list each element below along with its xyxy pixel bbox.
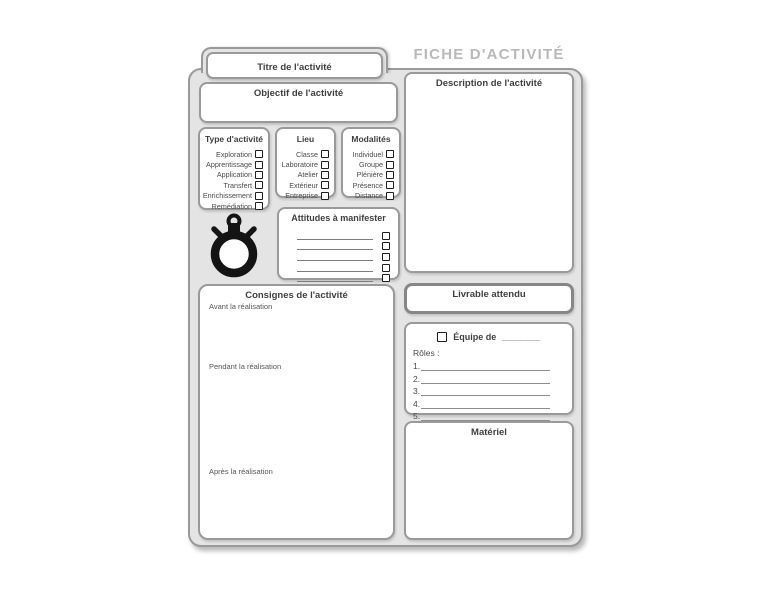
materials-title: Matériel	[471, 427, 507, 438]
activity-type-item	[200, 149, 268, 159]
checkbox[interactable]	[386, 192, 394, 200]
activity-type-title: Type d'activité	[204, 134, 264, 144]
activity-type-item	[200, 191, 268, 201]
attitude-row	[279, 229, 398, 240]
role-row	[413, 409, 550, 421]
role-number: 4.	[413, 398, 421, 409]
checkbox[interactable]	[386, 161, 394, 169]
objective-title: Objectif de l'activité	[253, 88, 344, 99]
role-number: 2.	[413, 373, 421, 384]
item-label: Extérieur	[289, 180, 318, 190]
attitude-row	[279, 240, 398, 251]
role-number: 5.	[413, 410, 421, 421]
write-in-line	[421, 386, 550, 396]
role-number: 1.	[413, 361, 421, 372]
item-label: Apprentissage	[206, 160, 252, 170]
attitude-row	[279, 261, 398, 272]
team-size-blank: _______	[502, 332, 541, 342]
item-label: Remédiation	[211, 201, 252, 211]
checkbox[interactable]	[382, 242, 390, 250]
item-label: Groupe	[359, 160, 383, 170]
activity-type-item	[200, 170, 268, 180]
attitude-row	[279, 250, 398, 261]
write-in-line	[421, 399, 550, 409]
write-in-line	[421, 361, 550, 371]
checkbox[interactable]	[382, 274, 390, 282]
checkbox[interactable]	[321, 192, 329, 200]
activity-type-list	[200, 149, 268, 211]
description-title: Description de l'activité	[435, 78, 543, 89]
modality-item	[343, 149, 399, 159]
activity-type-item	[200, 180, 268, 190]
location-box	[275, 127, 336, 201]
activity-type-item	[200, 159, 268, 169]
checkbox[interactable]	[321, 161, 329, 169]
checkbox[interactable]	[382, 264, 390, 272]
modalities-list	[343, 149, 399, 201]
title-tab-field	[206, 52, 383, 79]
write-in-line	[297, 241, 373, 250]
section-label-after: Après la réalisation	[209, 467, 273, 476]
location-item	[277, 149, 334, 159]
location-list	[277, 149, 334, 201]
item-label: Individuel	[352, 149, 383, 159]
checkbox[interactable]	[255, 150, 263, 158]
item-label: Transfert	[223, 180, 252, 190]
checkbox[interactable]	[255, 202, 263, 210]
write-in-line	[421, 374, 550, 384]
title-tab-label: Titre de l'activité	[257, 62, 332, 73]
attitudes-rows	[279, 229, 398, 282]
sheet-heading: FICHE D'ACTIVITÉ	[413, 46, 565, 63]
role-row	[413, 371, 550, 383]
checkbox[interactable]	[255, 192, 263, 200]
location-title: Lieu	[296, 134, 315, 144]
section-label-before: Avant la réalisation	[209, 302, 273, 311]
checkbox[interactable]	[321, 150, 329, 158]
activity-type-box	[198, 127, 270, 210]
write-in-line	[297, 273, 373, 282]
checkbox[interactable]	[255, 171, 263, 179]
modality-item	[343, 159, 399, 169]
attitudes-title: Attitudes à manifester	[291, 213, 386, 223]
location-item	[277, 170, 334, 180]
team-row	[406, 332, 572, 342]
item-label: Laboratoire	[281, 160, 318, 170]
role-number: 3.	[413, 386, 421, 397]
item-label: Application	[216, 170, 252, 180]
attitudes-box	[277, 207, 400, 280]
roles-label: Rôles :	[413, 348, 440, 358]
location-item	[277, 180, 334, 190]
item-label: Classe	[296, 149, 318, 159]
deliverable-box	[404, 283, 574, 314]
objective-box	[199, 82, 398, 123]
role-row	[413, 384, 550, 396]
activity-type-item	[200, 201, 268, 211]
checkbox[interactable]	[382, 253, 390, 261]
deliverable-title: Livrable attendu	[452, 289, 526, 300]
modality-item	[343, 191, 399, 201]
item-label: Exploration	[216, 149, 252, 159]
role-row	[413, 396, 550, 408]
item-label: Distance	[355, 191, 383, 201]
item-label: Plénière	[356, 170, 383, 180]
team-label: Équipe de	[453, 332, 497, 342]
item-label: Entreprise	[285, 191, 318, 201]
write-in-line	[421, 411, 550, 421]
materials-box	[404, 421, 574, 540]
stopwatch-icon	[206, 212, 262, 283]
modality-item	[343, 180, 399, 190]
write-in-line	[297, 231, 373, 240]
modalities-box	[341, 127, 401, 201]
item-label: Enrichissement	[202, 191, 252, 201]
checkbox[interactable]	[255, 161, 263, 169]
instructions-box	[198, 284, 395, 540]
item-label: Atelier	[297, 170, 318, 180]
modalities-title: Modalités	[351, 134, 391, 144]
item-label: Présence	[352, 180, 383, 190]
section-label-during: Pendant la réalisation	[209, 362, 282, 371]
team-box	[404, 322, 574, 421]
instructions-title: Consignes de l'activité	[245, 290, 348, 301]
modality-item	[343, 170, 399, 180]
checkbox[interactable]	[255, 181, 263, 189]
checkbox[interactable]	[386, 181, 394, 189]
team-checkbox[interactable]	[437, 332, 447, 342]
description-box	[404, 72, 574, 273]
checkbox[interactable]	[321, 171, 329, 179]
location-item	[277, 159, 334, 169]
checkbox[interactable]	[382, 232, 390, 240]
attitude-row	[279, 272, 398, 283]
checkbox[interactable]	[321, 181, 329, 189]
checkbox[interactable]	[386, 171, 394, 179]
write-in-line	[297, 263, 373, 272]
write-in-line	[297, 252, 373, 261]
checkbox[interactable]	[386, 150, 394, 158]
location-item	[277, 191, 334, 201]
role-row	[413, 359, 550, 371]
